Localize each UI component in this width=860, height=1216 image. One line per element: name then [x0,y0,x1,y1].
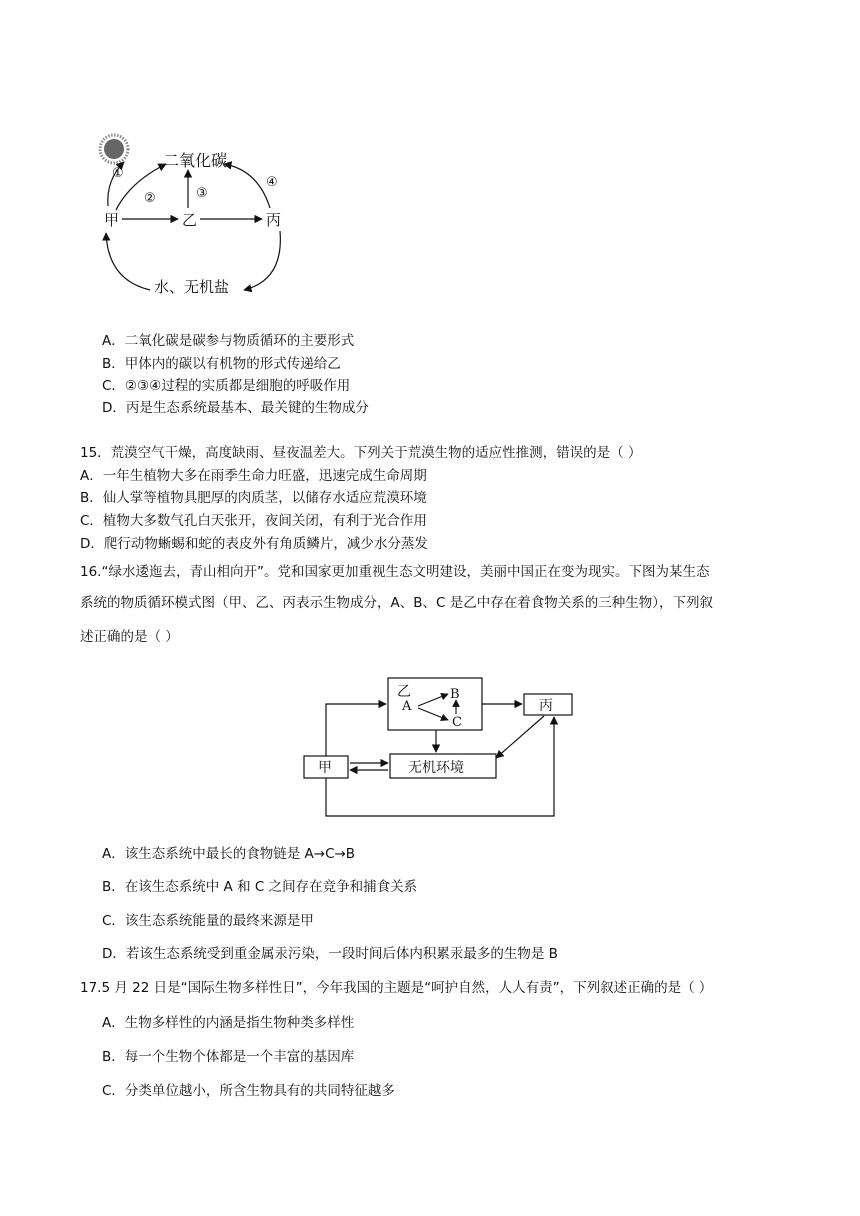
environment-label: 无机环境 [408,760,464,776]
q15-option-b: B．仙人掌等植物具肥厚的肉质茎，以储存水适应荒漠环境 [80,490,427,506]
q14-option-c: C．②③④过程的实质都是细胞的呼吸作用 [102,378,351,394]
q15-stem: 15．荒漠空气干燥，高度缺雨、昼夜温差大。下列关于荒漠生物的适应性推测，错误的是（ ） [80,445,642,461]
q14-option-d: D．丙是生态系统最基本、最关键的生物成分 [102,400,369,416]
q15-option-d: D．爬行动物蜥蜴和蛇的表皮外有角质鳞片，减少水分蒸发 [80,536,428,552]
process-4-label: ④ [266,175,278,190]
arrow-jia-to-yi [326,704,386,756]
water-minerals-label: 水、无机盐 [154,278,230,296]
jia-label: 甲 [104,211,120,229]
organism-b-label: B [450,687,460,702]
q17-option-c: C．分类单位越小，所含生物具有的共同特征越多 [102,1083,395,1099]
arrow-bing-to-water [244,231,280,290]
arrow-bing-to-environment [496,716,544,758]
process-3-label: ③ [196,186,208,201]
q16-option-b: B．在该生态系统中 A 和 C 之间存在竞争和捕食关系 [102,879,418,895]
sun-icon [100,135,128,163]
jia-label: 甲 [318,760,332,776]
q16-stem-line-2: 系统的物质循环模式图（甲、乙、丙表示生物成分，A、B、C 是乙中存在着食物关系的三种生物），下列叙 [80,595,713,611]
q15-option-a: A．一年生植物大多在雨季生命力旺盛，迅速完成生命周期 [80,468,427,484]
bing-label: 丙 [266,211,282,229]
yi-label: 乙 [397,684,411,700]
q14-option-b: B．甲体内的碳以有机物的形式传递给乙 [102,356,341,372]
q17-stem: 17.5 月 22 日是“国际生物多样性日”，今年我国的主题是“呵护自然，人人有责”，下列叙述正确的是（ ） [80,980,713,996]
q14-option-a: A．二氧化碳是碳参与物质循环的主要形式 [102,333,355,349]
q15-option-c: C．植物大多数气孔白天张开，夜间关闭，有利于光合作用 [80,513,427,529]
co2-label: 二氧化碳 [163,151,228,170]
organism-a-label: A [402,699,412,714]
bing-label: 丙 [539,698,553,714]
q16-option-c: C．该生态系统能量的最终来源是甲 [102,913,314,929]
process-1-label: ① [112,166,124,181]
yi-label: 乙 [182,211,198,229]
q16-option-d: D．若该生态系统受到重金属汞污染，一段时间后体内积累汞最多的生物是 B [102,946,558,962]
organism-c-label: C [452,715,462,730]
q16-option-a: A．该生态系统中最长的食物链是 A→C→B [102,846,356,862]
arrow-water-to-jia [106,233,150,290]
material-cycle-diagram [300,670,580,822]
carbon-cycle-diagram [88,130,308,305]
q17-option-a: A．生物多样性的内涵是指生物种类多样性 [102,1015,355,1031]
q17-option-b: B．每一个生物个体都是一个丰富的基因库 [102,1049,355,1065]
process-2-label: ② [144,191,156,206]
q16-stem-line-3: 述正确的是（ ） [80,629,179,645]
arrow-bing-to-co2 [224,164,270,208]
q16-stem-line-1: 16.“绿水逶迤去，青山相向开”。党和国家更加重视生态文明建设，美丽中国正在变为现实。下图为某生态 [80,564,710,580]
